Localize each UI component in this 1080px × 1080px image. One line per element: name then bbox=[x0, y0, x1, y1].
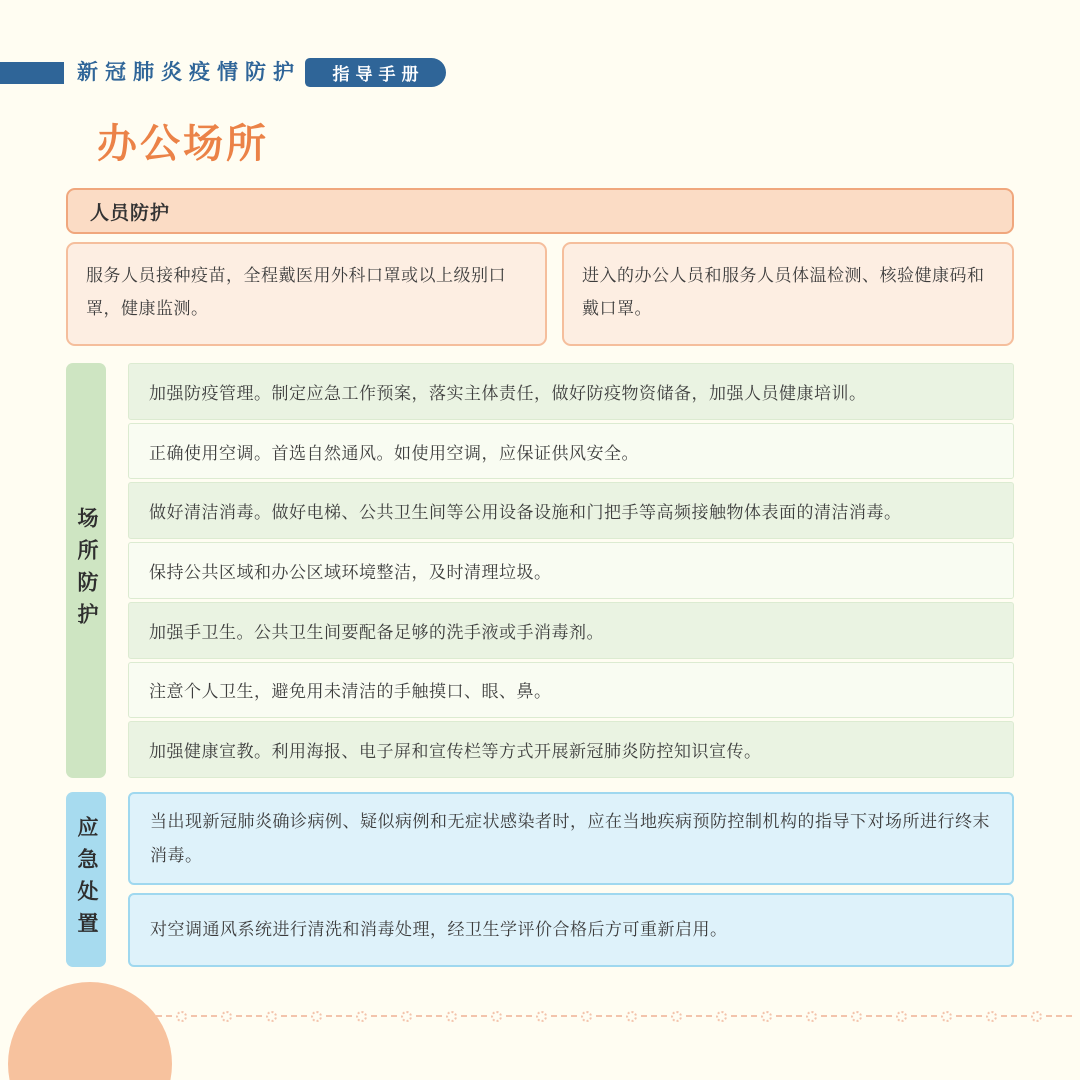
chain-ring bbox=[941, 1011, 952, 1022]
chain-dash bbox=[1046, 1015, 1072, 1017]
chain-dash bbox=[416, 1015, 442, 1017]
chain-dash bbox=[731, 1015, 757, 1017]
venue-item: 保持公共区域和办公区域环境整洁，及时清理垃圾。 bbox=[128, 542, 1014, 599]
chain-ring bbox=[716, 1011, 727, 1022]
venue-item: 做好清洁消毒。做好电梯、公共卫生间等公用设备设施和门把手等高频接触物体表面的清洁消毒。 bbox=[128, 482, 1014, 539]
venue-item: 注意个人卫生，避免用未清洁的手触摸口、眼、鼻。 bbox=[128, 662, 1014, 719]
chain-ring bbox=[626, 1011, 637, 1022]
chain-dash bbox=[911, 1015, 937, 1017]
personnel-item: 进入的办公人员和服务人员体温检测、核验健康码和戴口罩。 bbox=[562, 242, 1014, 346]
chain-dash bbox=[371, 1015, 397, 1017]
chain-ring bbox=[896, 1011, 907, 1022]
chain-ring bbox=[266, 1011, 277, 1022]
series-title: 新冠肺炎疫情防护 bbox=[77, 61, 301, 84]
chain-dash bbox=[866, 1015, 892, 1017]
venue-item: 加强手卫生。公共卫生间要配备足够的洗手液或手消毒剂。 bbox=[128, 602, 1014, 659]
emergency-label: 应急处置 bbox=[75, 815, 98, 944]
personnel-boxes bbox=[66, 242, 1014, 346]
chain-ring bbox=[581, 1011, 592, 1022]
chain-ring bbox=[446, 1011, 457, 1022]
chain-dash bbox=[821, 1015, 847, 1017]
chain-ring bbox=[311, 1011, 322, 1022]
emergency-label-strip bbox=[66, 792, 106, 967]
chain-ring bbox=[761, 1011, 772, 1022]
chain-ring bbox=[356, 1011, 367, 1022]
page-title: 办公场所 bbox=[97, 122, 269, 166]
venue-item: 正确使用空调。首选自然通风。如使用空调，应保证供风安全。 bbox=[128, 423, 1014, 480]
chain-dash bbox=[596, 1015, 622, 1017]
chain-ring bbox=[536, 1011, 547, 1022]
venue-item: 加强健康宣教。利用海报、电子屏和宣传栏等方式开展新冠肺炎防控知识宣传。 bbox=[128, 721, 1014, 778]
chain-dash bbox=[281, 1015, 307, 1017]
personnel-item: 服务人员接种疫苗，全程戴医用外科口罩或以上级别口罩，健康监测。 bbox=[66, 242, 547, 346]
chain-dash bbox=[236, 1015, 262, 1017]
venue-label-strip bbox=[66, 363, 106, 778]
chain-ring bbox=[221, 1011, 232, 1022]
chain-ring bbox=[1031, 1011, 1042, 1022]
chain-dash bbox=[461, 1015, 487, 1017]
section-emergency-response bbox=[66, 792, 1014, 967]
chain-ring bbox=[671, 1011, 682, 1022]
section-header-personnel: 人员防护 bbox=[66, 188, 1014, 234]
venue-item: 加强防疫管理。制定应急工作预案，落实主体责任，做好防疫物资储备，加强人员健康培训。 bbox=[128, 363, 1014, 420]
venue-rows bbox=[128, 363, 1014, 778]
chain-dash bbox=[776, 1015, 802, 1017]
chain-dash bbox=[191, 1015, 217, 1017]
handbook-badge: 指导手册 bbox=[305, 58, 446, 87]
orange-circle-decoration bbox=[8, 982, 172, 1080]
chain-dash bbox=[506, 1015, 532, 1017]
chain-dash bbox=[686, 1015, 712, 1017]
chain-ring bbox=[986, 1011, 997, 1022]
chain-ring bbox=[176, 1011, 187, 1022]
chain-ring bbox=[401, 1011, 412, 1022]
chain-ring bbox=[491, 1011, 502, 1022]
section-venue-protection bbox=[66, 363, 1014, 778]
chain-dash bbox=[551, 1015, 577, 1017]
chain-dash bbox=[326, 1015, 352, 1017]
chain-dash bbox=[956, 1015, 982, 1017]
emergency-item: 对空调通风系统进行清洗和消毒处理，经卫生学评价合格后方可重新启用。 bbox=[128, 893, 1014, 967]
chain-ring bbox=[806, 1011, 817, 1022]
dotted-chain-decoration bbox=[146, 1008, 1076, 1024]
chain-ring bbox=[851, 1011, 862, 1022]
chain-dash bbox=[641, 1015, 667, 1017]
venue-label: 场所防护 bbox=[75, 506, 98, 635]
emergency-item: 当出现新冠肺炎确诊病例、疑似病例和无症状感染者时，应在当地疾病预防控制机构的指导下对场所进行终末消毒。 bbox=[128, 792, 1014, 885]
emergency-rows bbox=[128, 792, 1014, 967]
header-accent-bar bbox=[0, 62, 64, 84]
chain-dash bbox=[1001, 1015, 1027, 1017]
